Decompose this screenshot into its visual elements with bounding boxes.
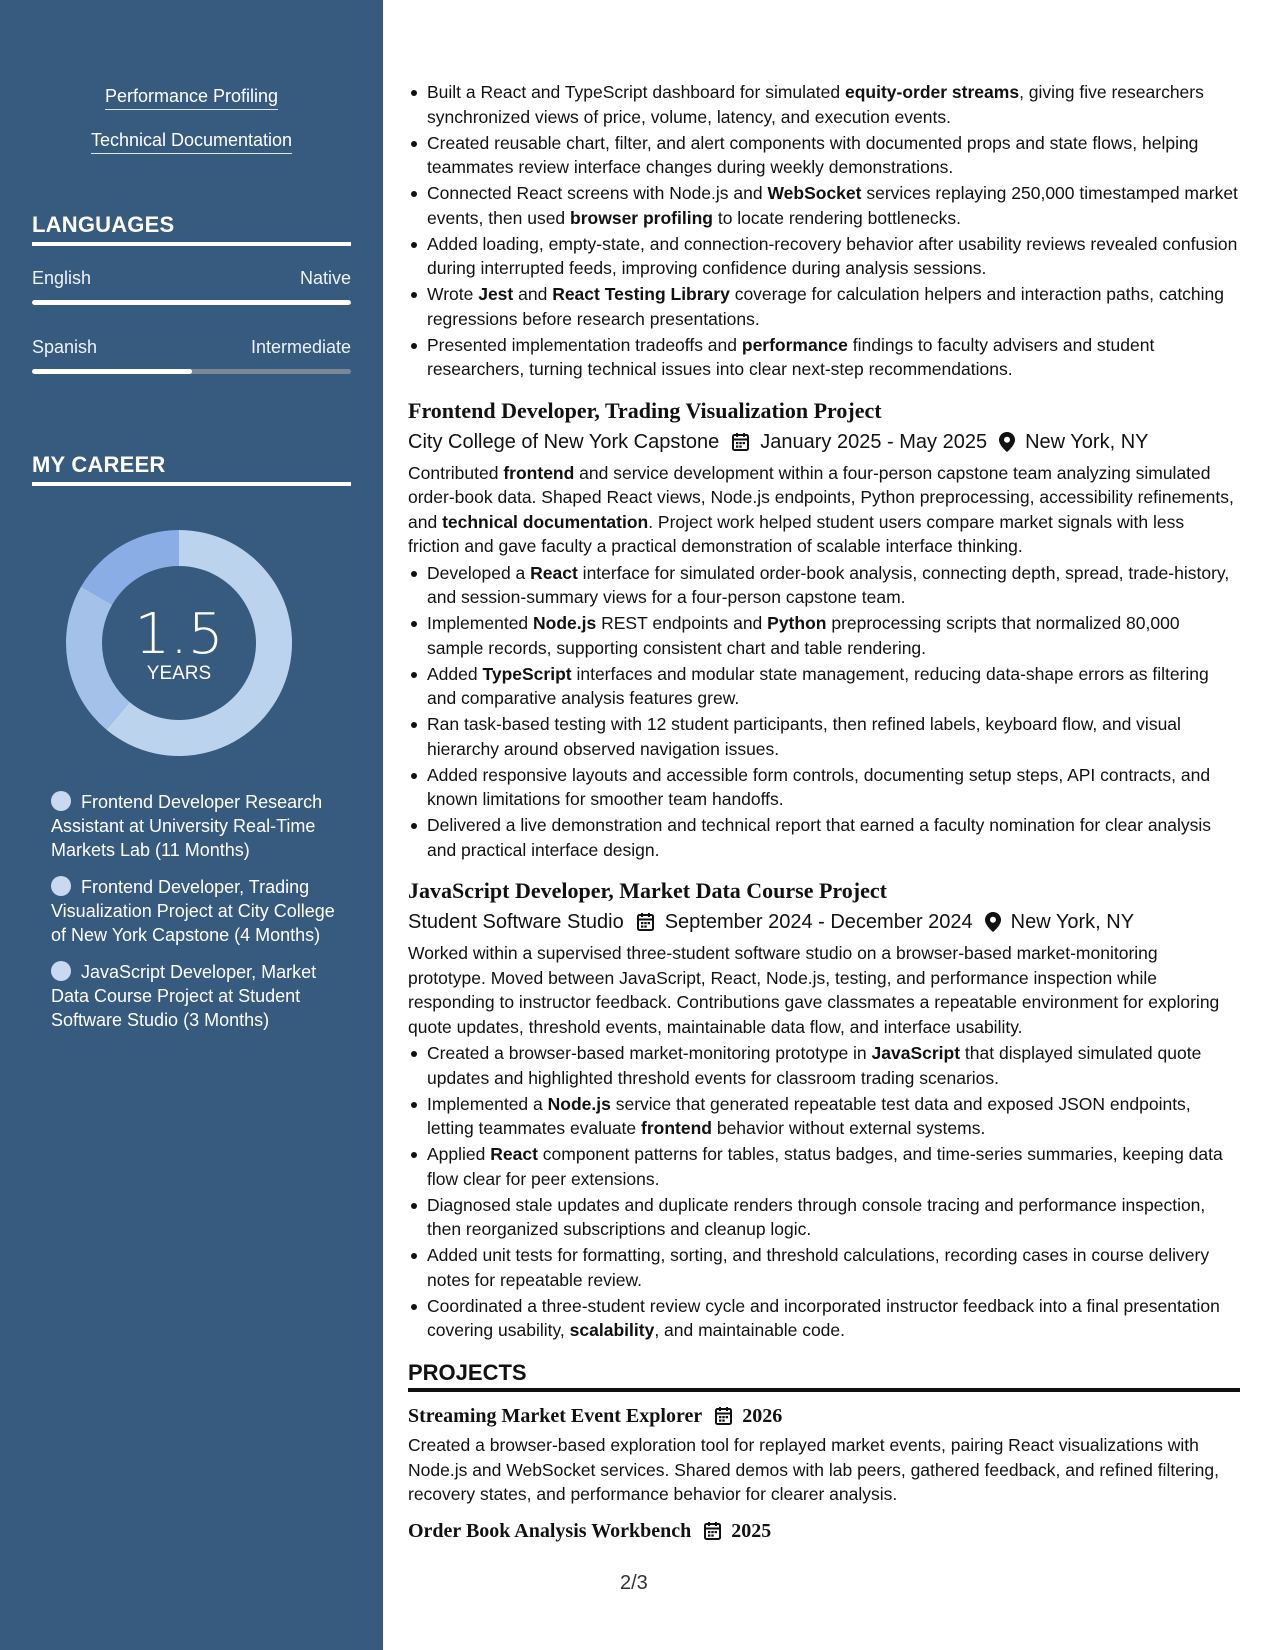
- job-meta: [408, 428, 1240, 456]
- bullet-item: Built a React and TypeScript dashboard for simulated equity-order streams, giving five researchers synchronized views of price, volume, latency, and execution events.: [408, 80, 1240, 129]
- projects-list: [408, 1402, 1240, 1545]
- career-list: [51, 790, 341, 1045]
- bullet-item: Added unit tests for formatting, sorting, and threshold calculations, recording cases in course delivery notes for repeatable review.: [408, 1243, 1240, 1292]
- job-meta: [408, 908, 1240, 936]
- experience-bullets: [408, 80, 1240, 382]
- bullet-item: Coordinated a three-student review cycle and incorporated instructor feedback into a final presentation covering usability, scalability, and maintainable code.: [408, 1294, 1240, 1343]
- bullet-item: Implemented a Node.js service that generated repeatable test data and exposed JSON endpoints, letting teammates evaluate frontend behavior without external systems.: [408, 1092, 1240, 1141]
- project-description: Created a browser-based exploration tool for replayed market events, pairing React visualizations with Node.js and WebSocket services. Shared demos with lab peers, gathered feedback, and refined filtering, recovery states, and performance behavior for clearer analysis.: [408, 1435, 1219, 1504]
- project-year: 2025: [731, 1519, 772, 1542]
- career-years-value: 1.5: [134, 602, 224, 667]
- bullet-item: Delivered a live demonstration and technical report that earned a faculty nomination for clear analysis and practical interface design.: [408, 813, 1240, 862]
- skills-list: [32, 86, 351, 174]
- languages-heading: LANGUAGES: [32, 212, 351, 246]
- career-heading: MY CAREER: [32, 452, 351, 486]
- language-row: [32, 268, 351, 289]
- job-bullets: [408, 1041, 1240, 1343]
- job-company: City College of New York Capstone: [408, 430, 720, 453]
- project-title: [408, 1402, 1240, 1430]
- bullet-item: Presented implementation tradeoffs and performance findings to faculty advisers and student researchers, turning technical issues into clear next-step recommendations.: [408, 333, 1240, 382]
- calendar-icon: [636, 912, 655, 932]
- language-bar-fill: [32, 369, 192, 374]
- bullet-item: Added loading, empty-state, and connection-recovery behavior after usability reviews revealed confusion during interrupted feeds, improving confidence during analysis sessions.: [408, 232, 1240, 281]
- experience-list: [408, 397, 1240, 1343]
- language-name: English: [32, 268, 92, 288]
- career-item-text: Frontend Developer, Trading Visualization Project at City College of New York Capstone (4 Months): [51, 877, 335, 945]
- calendar-icon: [714, 1406, 733, 1426]
- bullet-item: Created reusable chart, filter, and alert components with documented props and state flows, helping teammates review interface changes during weekly demonstrations.: [408, 131, 1240, 180]
- language-level: Native: [299, 268, 351, 288]
- career-donut: [66, 530, 292, 756]
- bullet-item: Developed a React interface for simulated order-book analysis, connecting depth, spread, trade-history, and session-summary views for a four-person capstone team.: [408, 561, 1240, 610]
- bullet-item: Created a browser-based market-monitoring prototype in JavaScript that displayed simulated quote updates and highlighted threshold events for classroom trading scenarios.: [408, 1041, 1240, 1090]
- map-pin-icon: [985, 912, 1001, 932]
- career-item-text: Frontend Developer Research Assistant at University Real-Time Markets Lab (11 Months): [51, 792, 323, 860]
- job-location: New York, NY: [1010, 911, 1135, 933]
- job-location: New York, NY: [1025, 430, 1149, 453]
- calendar-icon: [731, 432, 750, 452]
- job-dates: September 2024 - December 2024: [664, 911, 973, 933]
- donut-slice: [81, 530, 179, 605]
- career-item: [51, 960, 341, 1032]
- language-bar-fill: [32, 300, 351, 305]
- bullet-dot-icon: [51, 791, 71, 811]
- job-summary: Worked within a supervised three-student software studio on a browser-based market-monitoring prototype. Moved between JavaScript, React, Node.js, testing, and performance inspection while responding to instructor feedback. Contributions gave classmates a repeatable environment for exploring quote updates, threshold events, maintainable data flow, and interface usability.: [408, 943, 1220, 1037]
- language-bar: [32, 369, 351, 374]
- job-title: Frontend Developer, Trading Visualization Project: [408, 397, 882, 423]
- bullet-item: Ran task-based testing with 12 student participants, then refined labels, keyboard flow, and visual hierarchy around observed navigation issues.: [408, 712, 1240, 761]
- sidebar: [0, 0, 383, 1650]
- career-item-text: JavaScript Developer, Market Data Course Project at Student Software Studio (3 Months): [51, 962, 317, 1030]
- career-years-unit: YEARS: [146, 663, 212, 684]
- job-company: Student Software Studio: [408, 911, 624, 933]
- main-content: [408, 80, 1240, 1545]
- project-name: Order Book Analysis Workbench: [408, 1519, 692, 1542]
- bullet-item: Wrote Jest and React Testing Library coverage for calculation helpers and interaction paths, catching regressions before research presentations.: [408, 282, 1240, 331]
- bullet-item: Implemented Node.js REST endpoints and Python preprocessing scripts that normalized 80,000 sample records, supporting consistent chart and table rendering.: [408, 611, 1240, 660]
- career-item: [51, 875, 341, 947]
- language-row: [32, 337, 351, 358]
- bullet-item: Diagnosed stale updates and duplicate renders through console tracing and performance inspection, then reorganized subscriptions and cleanup logic.: [408, 1193, 1240, 1242]
- bullet-item: Connected React screens with Node.js and WebSocket services replaying 250,000 timestamped market events, then used browser profiling to locate rendering bottlenecks.: [408, 181, 1240, 230]
- page-number: 2/3: [620, 1572, 648, 1594]
- calendar-icon: [703, 1521, 722, 1541]
- bullet-item: Applied React component patterns for tables, status badges, and time-series summaries, keeping data flow clear for peer extensions.: [408, 1142, 1240, 1191]
- career-item: [51, 790, 341, 862]
- job-summary: Contributed frontend and service development within a four-person capstone team analyzing simulated order-book data. Shaped React views, Node.js endpoints, Python preprocessing, accessibility refinements, and technical documentation. Project work helped student users compare market signals with less friction and gave faculty a practical demonstration of scalable interface thinking.: [408, 462, 1234, 556]
- project-title: [408, 1517, 1240, 1545]
- job-title: JavaScript Developer, Market Data Course Project: [408, 878, 887, 903]
- project-name: Streaming Market Event Explorer: [408, 1405, 703, 1427]
- projects-heading: PROJECTS: [408, 1361, 1240, 1393]
- bullet-dot-icon: [51, 876, 71, 896]
- map-pin-icon: [999, 432, 1015, 452]
- bullet-dot-icon: [51, 961, 71, 981]
- language-bar: [32, 300, 351, 305]
- language-level: Intermediate: [250, 337, 351, 357]
- skill-link[interactable]: Performance Profiling: [105, 86, 278, 110]
- language-name: Spanish: [32, 337, 98, 357]
- job-bullets: [408, 561, 1240, 863]
- skill-link[interactable]: Technical Documentation: [91, 130, 292, 154]
- project-year: 2026: [742, 1405, 783, 1427]
- job-dates: January 2025 - May 2025: [760, 430, 988, 453]
- bullet-item: Added TypeScript interfaces and modular state management, reducing data-shape errors as filtering and comparative analysis features grew.: [408, 662, 1240, 711]
- bullet-item: Added responsive layouts and accessible form controls, documenting setup steps, API contracts, and known limitations for smoother team handoffs.: [408, 763, 1240, 812]
